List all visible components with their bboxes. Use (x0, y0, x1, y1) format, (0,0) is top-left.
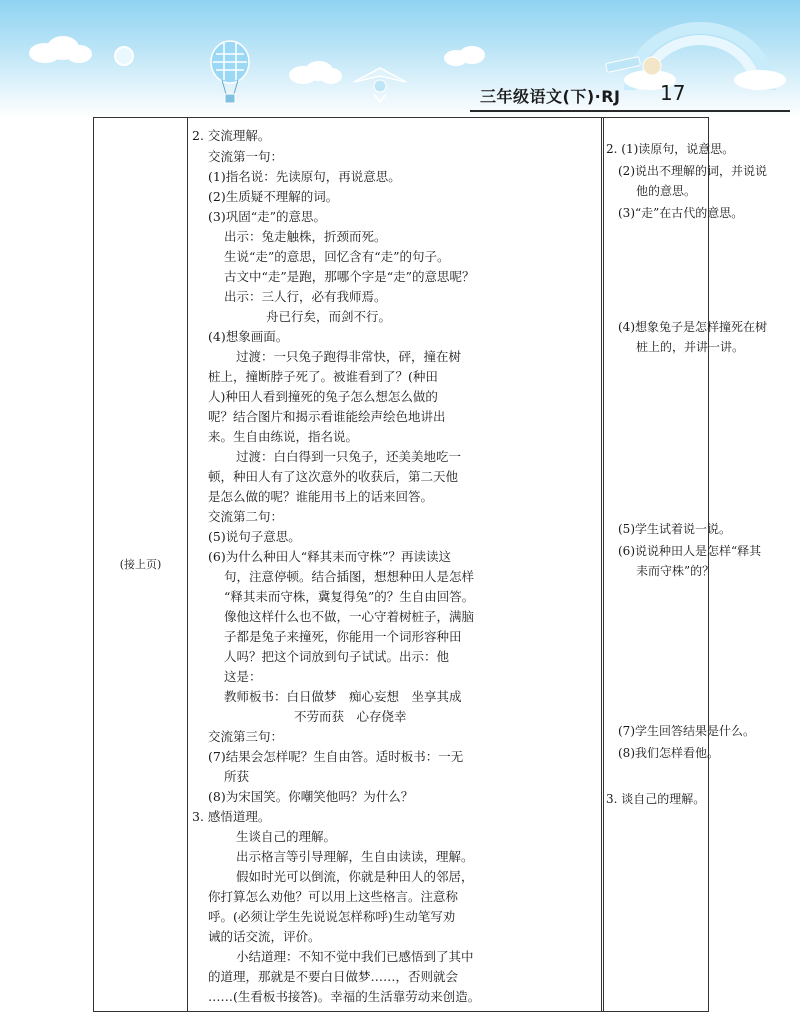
text-line: 这是： (224, 669, 262, 684)
text-line: (7)学生回答结果是什么。 (618, 724, 755, 738)
text-line: (3)“走”在古代的意思。 (618, 206, 744, 220)
text-line: 句，注意停顿。结合插图，想想种田人是怎样 (224, 569, 475, 584)
hot-air-balloon-icon (208, 40, 252, 106)
text-line: 不劳而获 心存侥幸 (294, 709, 407, 724)
text-line: 3. 感悟道理。 (192, 809, 271, 824)
student-activity-column (604, 118, 767, 1011)
text-line: 子都是兔子来撞死，你能用一个词形容种田 (224, 629, 462, 644)
text-line: 出示：兔走触株，折颈而死。 (224, 229, 387, 244)
text-line: 交流第二句： (208, 509, 284, 524)
text-line: 生谈自己的理解。 (236, 829, 337, 844)
glider-icon (350, 62, 410, 106)
text-line: 他的意思。 (636, 184, 697, 198)
text-line: (1)指名说：先读原句，再说意思。 (208, 169, 401, 184)
text-line: 是怎么做的呢？谁能用书上的话来回答。 (208, 489, 434, 504)
text-line: 你打算怎么劝他？可以用上这些格言。注意称 (208, 889, 459, 904)
cloud-decoration-right (440, 44, 490, 68)
text-line: 过渡：白白得到一只兔子，还美美地吃一 (236, 449, 462, 464)
text-line: 耒而守株”的？ (636, 564, 715, 578)
text-line: 3. 谈自己的理解。 (606, 792, 706, 806)
left-column (94, 118, 188, 1011)
text-line: 小结道理：不知不觉中我们已感悟到了其中 (236, 949, 474, 964)
text-line: (2)说出不理解的词，并说说 (618, 164, 767, 178)
page-header (470, 80, 790, 112)
text-line: 2. 交流理解。 (192, 128, 271, 143)
cloud-decoration-left (25, 35, 95, 65)
text-line: 舟已行矣，而剑不行。 (266, 309, 392, 324)
continued-label: (接上页) (119, 558, 162, 571)
text-line: 人吗？把这个词放到句子试试。出示：他 (224, 649, 450, 664)
sun-icon (112, 44, 136, 68)
text-line: 生说“走”的意思，回忆含有“走”的句子。 (224, 249, 450, 264)
text-line: 顿，种田人有了这次意外的收获后，第二天他 (208, 469, 459, 484)
text-line: 诫的话交流，评价。 (208, 929, 321, 944)
lesson-plan-table (93, 117, 767, 1012)
text-line: 出示：三人行，必有我师焉。 (224, 289, 387, 304)
text-line: (2)生质疑不理解的词。 (208, 189, 339, 204)
text-line: (5)说句子意思。 (208, 529, 301, 544)
text-line: 交流第三句： (208, 729, 284, 744)
text-line: 交流第一句： (208, 149, 284, 164)
text-line: (6)为什么种田人“释其耒而守株”？再读读这 (208, 549, 451, 564)
text-line: 像他这样什么也不做，一心守着树桩子，满脑 (224, 609, 475, 624)
text-line: (3)巩固“走”的意思。 (208, 209, 326, 224)
text-line: 人)种田人看到撞死的兔子怎么想怎么做的 (208, 389, 438, 404)
text-line: 桩上，撞断脖子死了。被谁看到了？(种田 (208, 369, 438, 384)
text-line: “释其耒而守株，冀复得兔”的？生自由回答。 (224, 589, 475, 604)
text-line: (4)想象画面。 (208, 329, 289, 344)
text-line: 出示格言等引导理解，生自由读读，理解。 (236, 849, 474, 864)
text-line: (8)为宋国笑。你嘲笑他吗？为什么？ (208, 789, 414, 804)
cloud-decoration-mid (285, 60, 345, 86)
text-line: (4)想象兔子是怎样撞死在树 (618, 320, 767, 334)
text-line: (8)我们怎样看他。 (618, 746, 719, 760)
text-line: 教师板书：白日做梦 痴心妄想 坐享其成 (224, 689, 462, 704)
text-line: 呢？结合图片和揭示看谁能绘声绘色地讲出 (208, 409, 446, 424)
text-line: (5)学生试着说一说。 (618, 522, 731, 536)
text-line: 的道理，那就是不要白日做梦……，否则就会 (208, 969, 459, 984)
text-line: ……(生看板书接答)。幸福的生活靠劳动来创造。 (208, 989, 481, 1004)
text-line: 所获 (224, 769, 250, 784)
teacher-activity-column (188, 118, 604, 1011)
text-line: (6)说说种田人是怎样“释其 (618, 544, 762, 558)
text-line: 过渡：一只兔子跑得非常快，砰，撞在树 (236, 349, 462, 364)
book-title: 三年级语文(下)·RJ (480, 87, 621, 106)
telescope-kid-icon (600, 52, 670, 82)
page-number: 17 (660, 81, 686, 105)
text-line: 假如时光可以倒流，你就是种田人的邻居， (236, 869, 474, 884)
text-line: 桩上的，并讲一讲。 (636, 340, 745, 354)
text-line: 来。生自由练说，指名说。 (208, 429, 359, 444)
text-line: 2. (1)读原句，说意思。 (606, 142, 735, 156)
text-line: 古文中“走”是跑，那哪个字是“走”的意思呢？ (224, 269, 475, 284)
text-line: (7)结果会怎样呢？生自由答。适时板书：一无 (208, 749, 464, 764)
text-line: 呼。(必须让学生先说说怎样称呼)生动笔写劝 (208, 909, 456, 924)
